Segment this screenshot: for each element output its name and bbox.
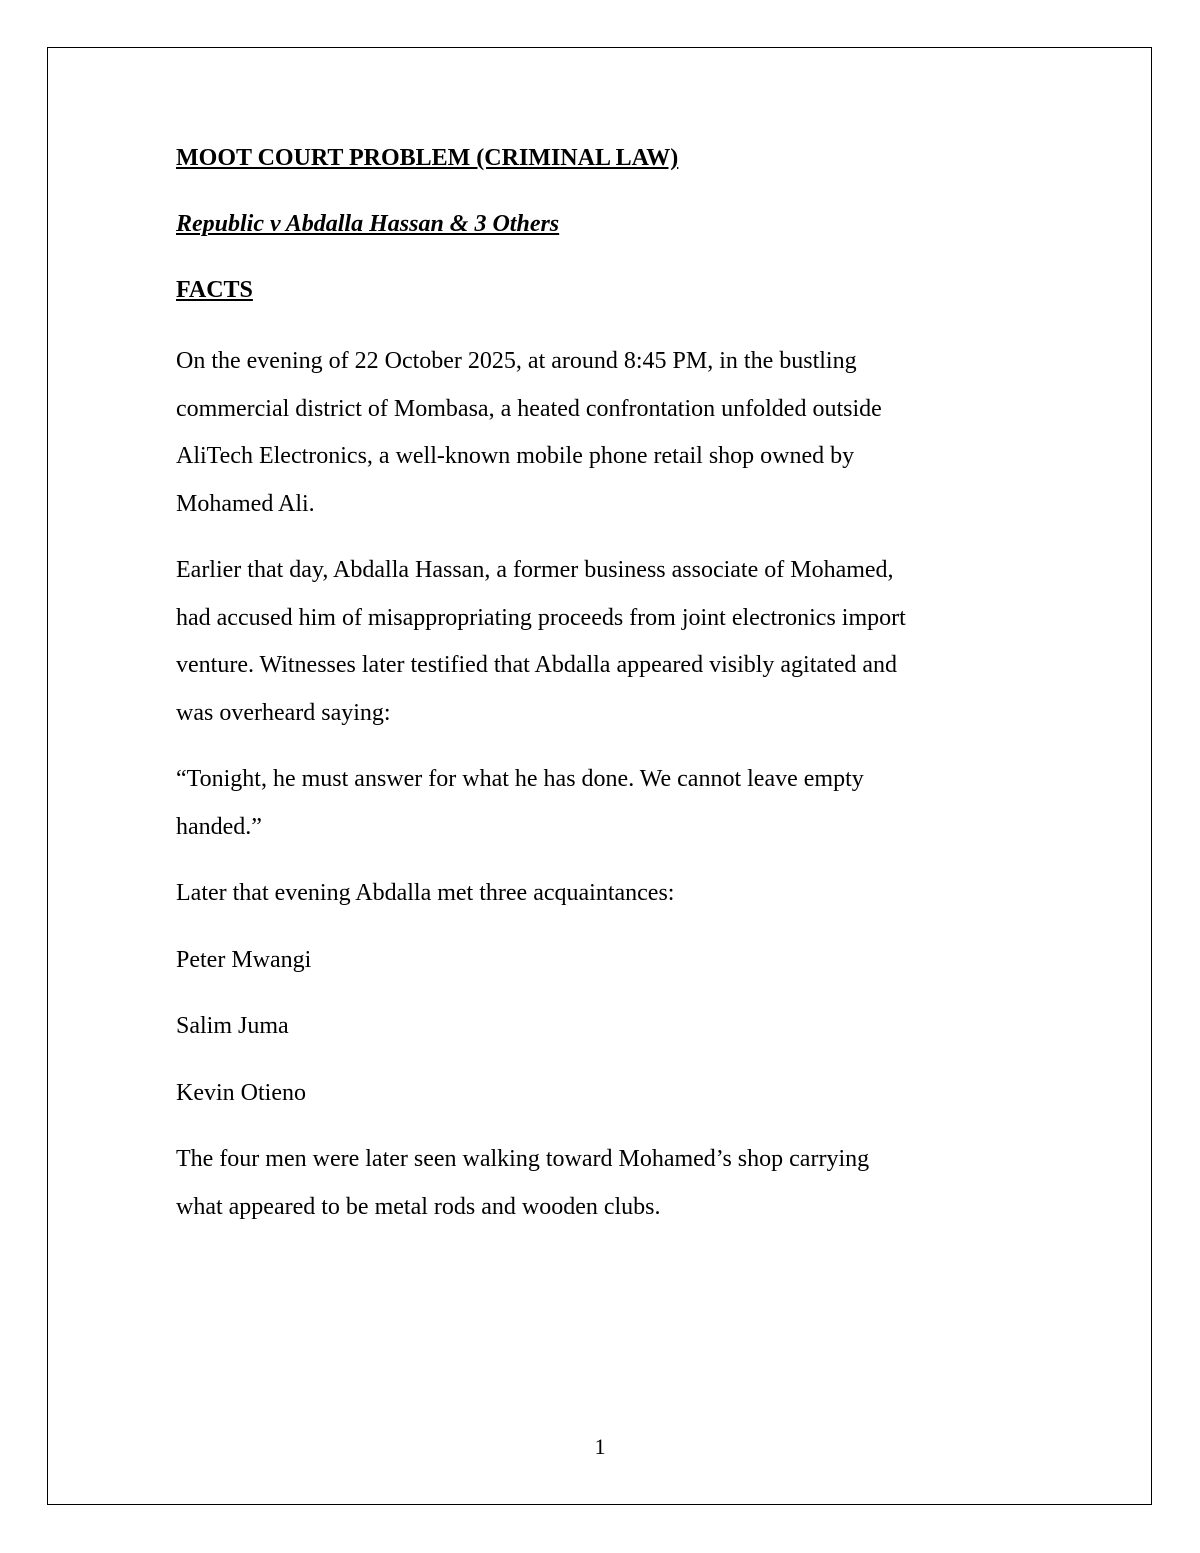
paragraph-line: Earlier that day, Abdalla Hassan, a former business associate of Mohamed, — [176, 557, 894, 583]
list-item-accused — [176, 1070, 1036, 1118]
accused-name: Salim Juma — [176, 1013, 289, 1039]
paragraph-incident — [176, 338, 1036, 528]
paragraph-weapons — [176, 1136, 1036, 1231]
paragraph-line: The four men were later seen walking toward Mohamed’s shop carrying — [176, 1146, 870, 1172]
paragraph-line: “Tonight, he must answer for what he has done. We cannot leave empty — [176, 766, 864, 792]
paragraph-background — [176, 547, 1036, 737]
paragraph-line: Later that evening Abdalla met three acquaintances: — [176, 880, 675, 906]
paragraph-line: commercial district of Mombasa, a heated confrontation unfolded outside — [176, 395, 882, 422]
list-item-accused — [176, 1003, 1036, 1051]
paragraph-line: AliTech Electronics, a well-known mobile phone retail shop owned by — [176, 443, 855, 469]
paragraph-quote — [176, 756, 1036, 851]
paragraph-line: handed.” — [176, 813, 262, 840]
paragraph-acquaintances — [176, 870, 1036, 918]
paragraph-line: had accused him of misappropriating proceeds from joint electronics import — [176, 604, 906, 631]
paragraph-line: was overheard saying: — [176, 699, 391, 726]
accused-name: Peter Mwangi — [176, 946, 312, 973]
paragraph-line: venture. Witnesses later testified that Abdalla appeared visibly agitated and — [176, 652, 898, 678]
page-number: 1 — [594, 1434, 606, 1459]
document-body — [176, 140, 1036, 1250]
case-title: Republic v Abdalla Hassan & 3 Others — [176, 211, 560, 237]
document-heading: MOOT COURT PROBLEM (CRIMINAL LAW) — [176, 145, 679, 171]
paragraph-line: what appeared to be metal rods and wooden clubs. — [176, 1193, 661, 1220]
accused-name: Kevin Otieno — [176, 1079, 306, 1106]
paragraph-line: Mohamed Ali. — [176, 490, 315, 517]
paragraph-line: On the evening of 22 October 2025, at around 8:45 PM, in the bustling — [176, 348, 857, 374]
list-item-accused — [176, 937, 1036, 985]
section-heading-facts: FACTS — [176, 277, 253, 303]
